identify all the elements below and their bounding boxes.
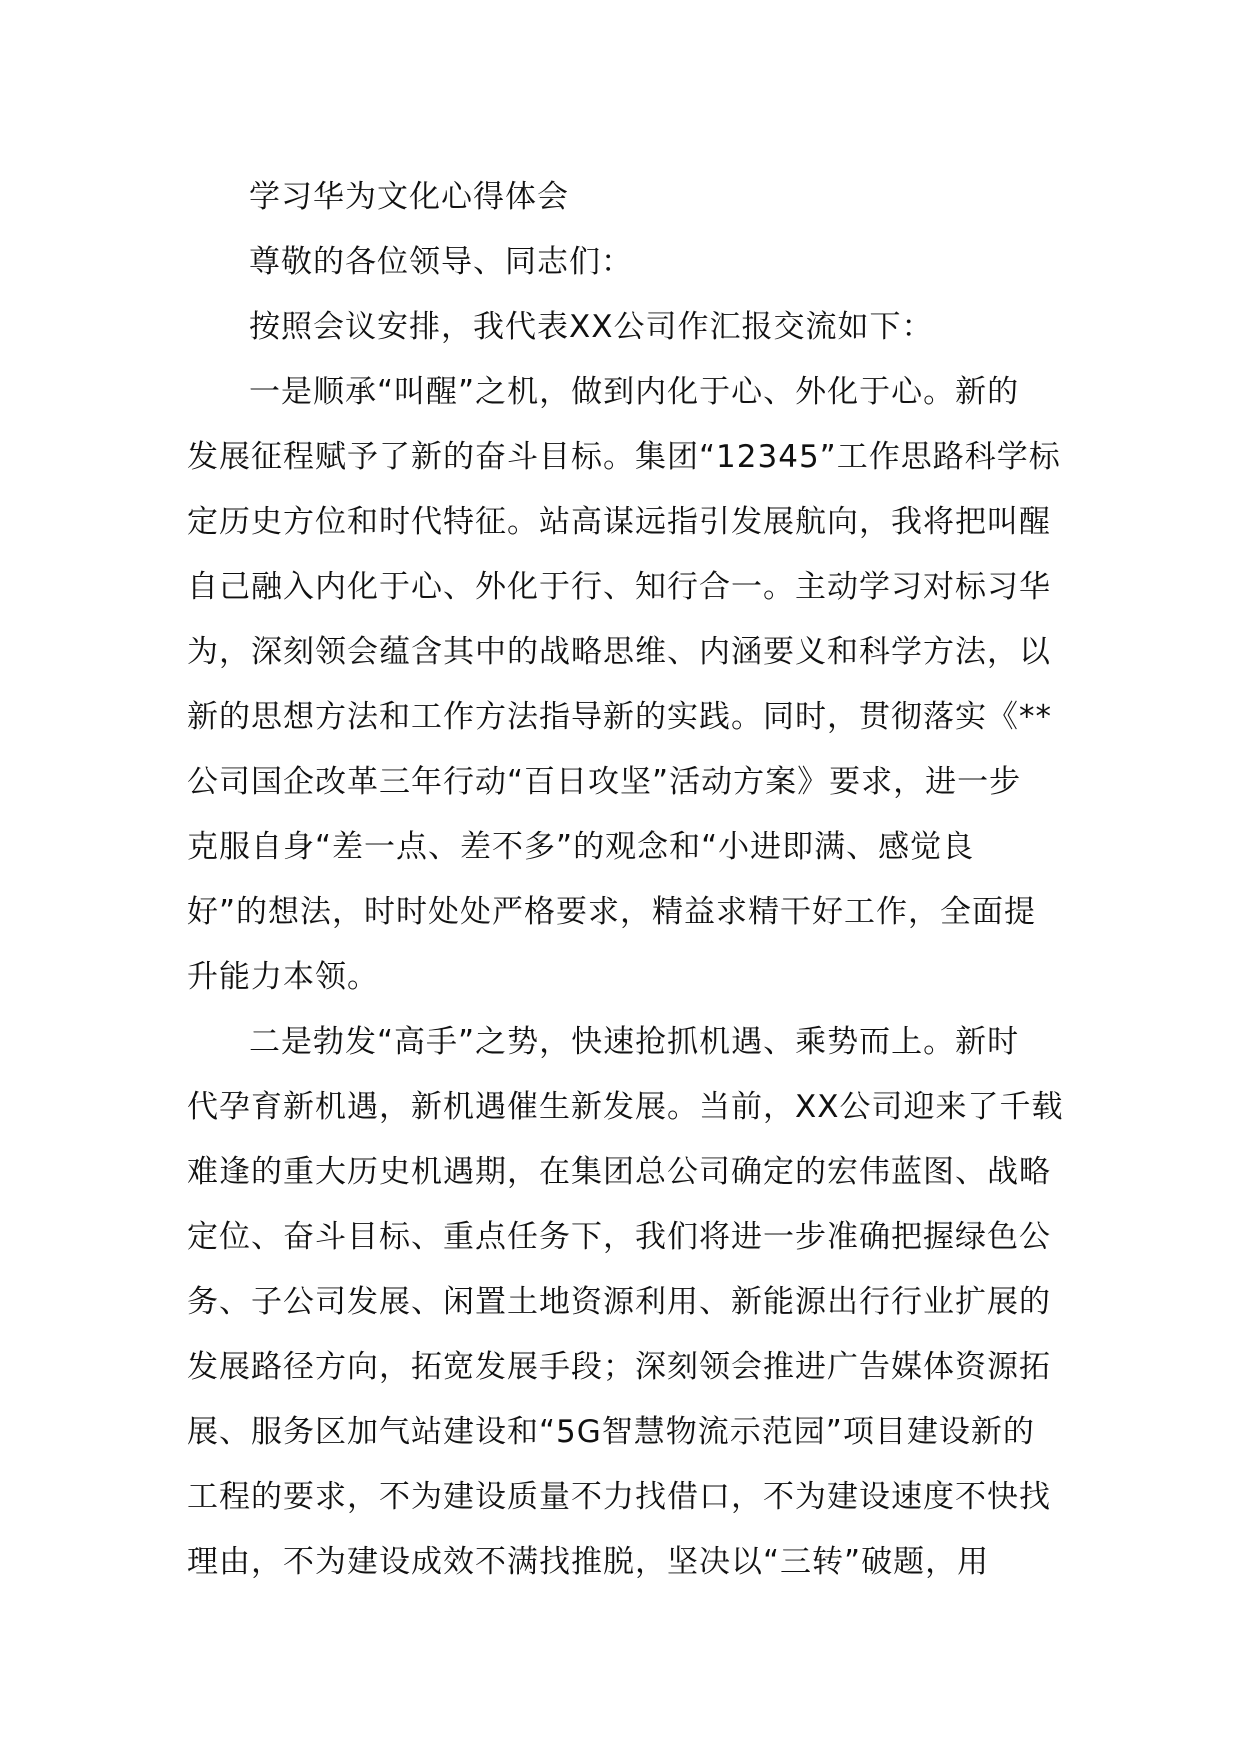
paragraph-line: 为，深刻领会蕴含其中的战略思维、内涵要义和科学方法，以 [187, 634, 1051, 670]
paragraph-2 [187, 1010, 1063, 1595]
paragraph-line: 展、服务区加气站建设和“5G智慧物流示范园”项目建设新的 [187, 1414, 1035, 1450]
paragraph-line: 公司国企改革三年行动“百日攻坚”活动方案》要求，进一步 [187, 764, 1022, 800]
paragraph-line: 理由，不为建设成效不满找推脱，坚决以“三转”破题，用 [187, 1544, 990, 1580]
document-title: 学习华为文化心得体会 [249, 179, 569, 215]
paragraph-1 [187, 360, 1063, 1010]
intro-paragraph: 按照会议安排，我代表XX公司作汇报交流如下： [249, 309, 934, 345]
paragraph-line: 自己融入内化于心、外化于行、知行合一。主动学习对标习华 [187, 569, 1051, 605]
paragraph-line: 定位、奋斗目标、重点任务下，我们将进一步准确把握绿色公 [187, 1219, 1051, 1255]
paragraph-line: 一是顺承“叫醒”之机，做到内化于心、外化于心。新的 [249, 374, 1020, 410]
salutation: 尊敬的各位领导、同志们： [249, 244, 633, 280]
paragraph-line: 克服自身“差一点、差不多”的观念和“小进即满、感觉良 [187, 829, 975, 865]
paragraph-line: 难逢的重大历史机遇期，在集团总公司确定的宏伟蓝图、战略 [187, 1154, 1051, 1190]
paragraph-line: 二是勃发“高手”之势，快速抢抓机遇、乘势而上。新时 [249, 1024, 1020, 1060]
paragraph-line: 工程的要求，不为建设质量不力找借口，不为建设速度不快找 [187, 1479, 1051, 1515]
document-body [187, 165, 1063, 1595]
paragraph-line: 务、子公司发展、闲置土地资源利用、新能源出行行业扩展的 [187, 1284, 1051, 1320]
paragraph-line: 发展征程赋予了新的奋斗目标。集团“12345”工作思路科学标 [187, 439, 1061, 475]
paragraph-line: 新的思想方法和工作方法指导新的实践。同时，贯彻落实《** [187, 699, 1052, 735]
paragraph-line: 代孕育新机遇，新机遇催生新发展。当前，XX公司迎来了千载 [187, 1089, 1063, 1125]
paragraph-line: 好”的想法，时时处处严格要求，精益求精干好工作，全面提 [187, 894, 1037, 930]
paragraph-line: 发展路径方向，拓宽发展手段；深刻领会推进广告媒体资源拓 [187, 1349, 1051, 1385]
paragraph-line: 升能力本领。 [187, 959, 379, 995]
paragraph-line: 定历史方位和时代特征。站高谋远指引发展航向，我将把叫醒 [187, 504, 1051, 540]
